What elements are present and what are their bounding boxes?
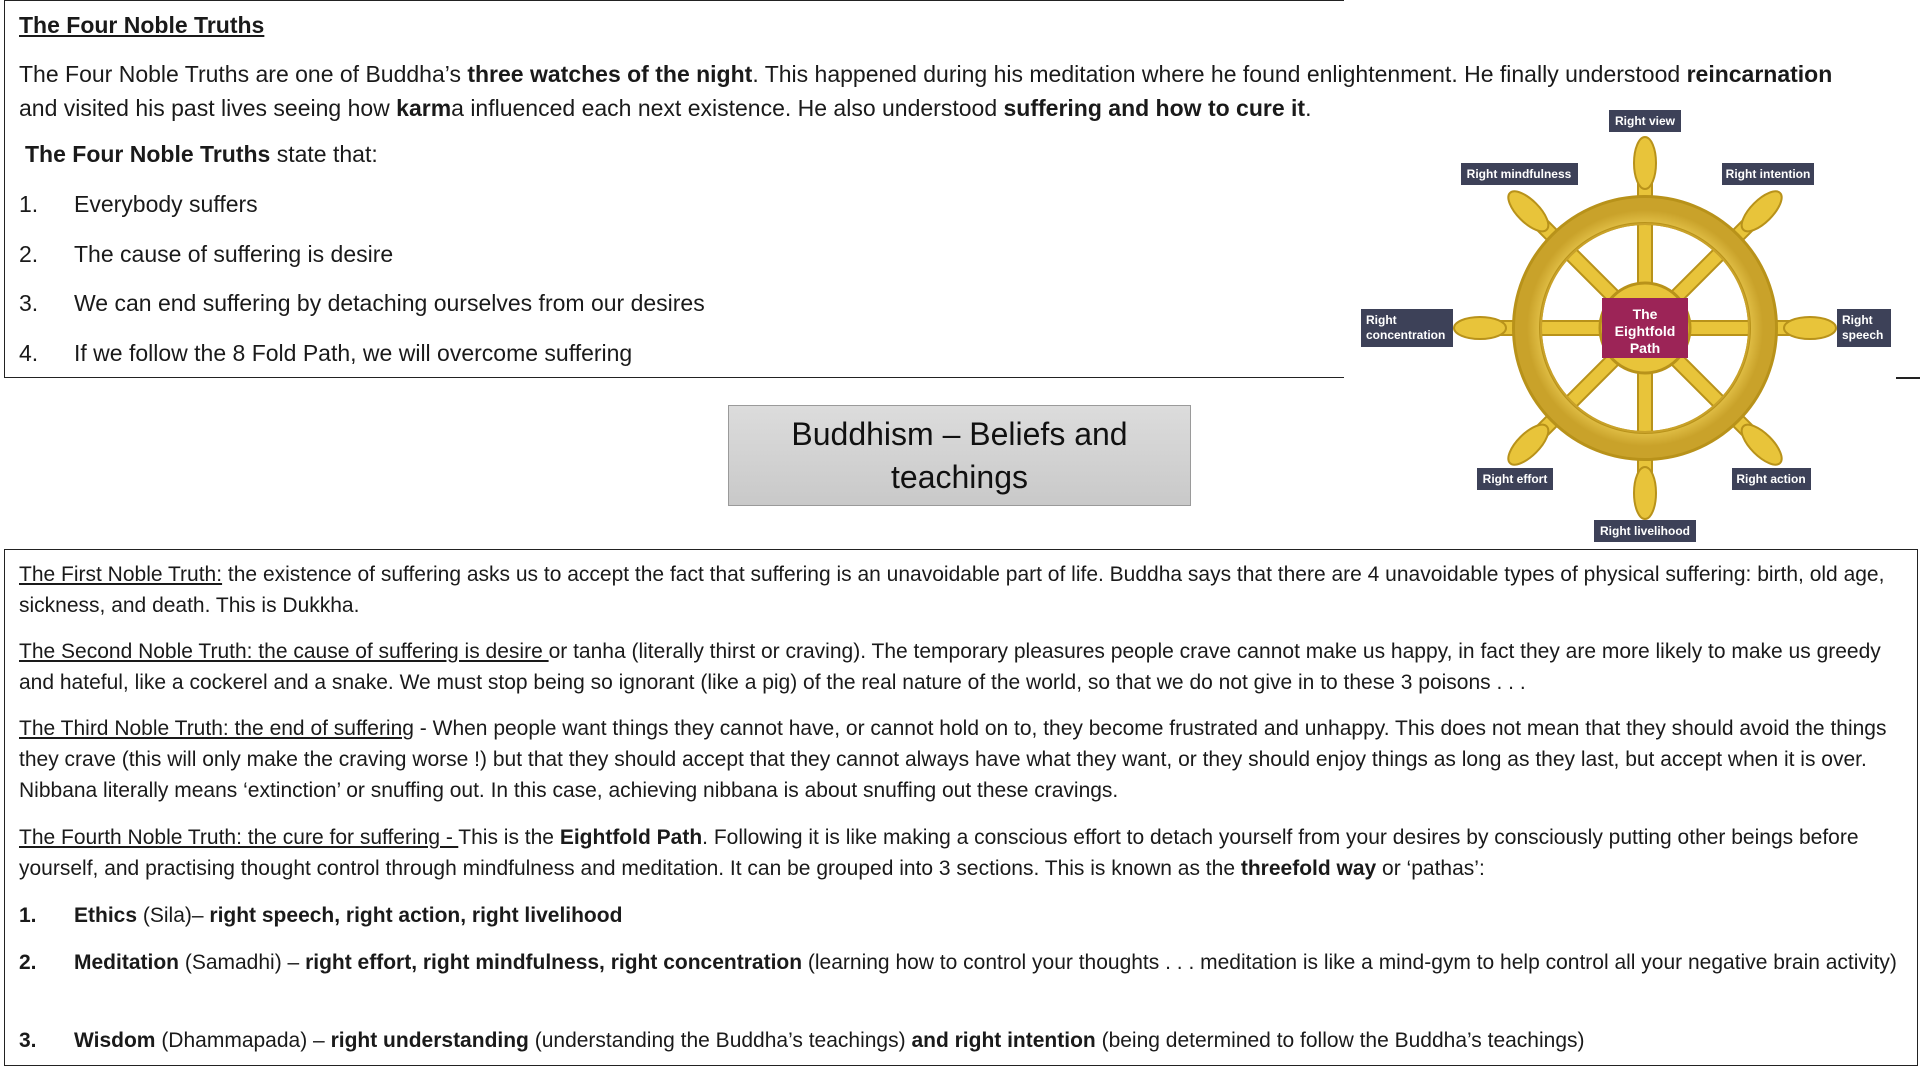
label-right-livelihood (1594, 520, 1696, 542)
intro-text: The Four Noble Truths are one of Buddha’s (19, 61, 468, 87)
label-text: Right view (1614, 114, 1676, 128)
third-truth-heading: The Third Noble Truth: the end of suffering (19, 717, 414, 740)
list-number: 3. (19, 290, 39, 316)
list-plain: (learning how to control your thoughts . . . meditation is like a mind-gym to help control all your negative brain activity) (802, 951, 1897, 974)
list-item (19, 900, 1904, 931)
intro-text: a influenced each next existence. He also understood (451, 95, 1004, 121)
first-truth-heading: The First Noble Truth: (19, 563, 223, 586)
center-text-line1: The (1632, 306, 1658, 322)
list-number: 2. (19, 951, 37, 974)
intro-text: . (1305, 95, 1312, 121)
label-text: speech (1842, 328, 1884, 342)
list-number: 3. (19, 1029, 37, 1052)
list-text (74, 1025, 1904, 1056)
label-right-intention (1722, 163, 1814, 185)
list-plain: (understanding the Buddha’s teachings) (528, 1029, 912, 1052)
label-text: Right (1366, 313, 1397, 327)
label-text: Right effort (1482, 472, 1548, 486)
intro-bold-text: reincarnation (1686, 61, 1833, 87)
list-plain: (Sila)– (137, 904, 210, 927)
fourth-truth-bold: threefold way (1240, 857, 1377, 880)
list-text: We can end suffering by detaching ourselves from our desires (74, 290, 705, 316)
intro-bold-text: three watches of the night (467, 61, 753, 87)
list-bold: right effort, right mindfulness, right concentration (305, 951, 803, 974)
label-text: Right (1842, 313, 1873, 327)
list-number: 1. (19, 191, 39, 217)
fourth-truth-paragraph (19, 822, 1904, 884)
list-text (74, 947, 1904, 978)
label-text: concentration (1366, 328, 1446, 342)
third-truth-paragraph (19, 713, 1904, 806)
label-text: Right action (1736, 472, 1806, 486)
page-title (728, 405, 1191, 506)
label-right-view (1609, 110, 1681, 132)
intro-bold-text: karm (396, 95, 452, 121)
list-bold: right speech, right action, right livelihood (209, 904, 623, 927)
fourth-truth-heading: The Fourth Noble Truth: the cure for suffering - (19, 826, 459, 849)
second-truth-heading: The Second Noble Truth: the cause of suffering is desire (19, 640, 549, 663)
noble-truths-detail-box (4, 549, 1918, 1066)
truths-intro-bold: The Four Noble Truths (25, 141, 271, 167)
intro-bold-text: suffering and how to cure it (1003, 95, 1306, 121)
second-truth-paragraph (19, 636, 1904, 698)
page-title-text: Buddhism – Beliefs and teachings (791, 415, 1128, 495)
list-plain: (Samadhi) – (179, 951, 306, 974)
first-truth-paragraph (19, 559, 1904, 621)
list-plain: (Dhammapada) – (155, 1029, 331, 1052)
list-item (19, 947, 1904, 978)
list-item (19, 340, 705, 390)
truths-list (19, 191, 705, 389)
label-text: Right livelihood (1600, 524, 1690, 538)
list-number: 1. (19, 904, 37, 927)
second-truth-text: or tanha (literally thirst or craving). The temporary pleasures people crave cannot make us happy, in fact they are more likely to make us greedy and hateful, like a cockerel and a snake. We must stop being so ignorant (like a pig) of the real nature of the world, so that we do not give in to these 3 poisons . . . (19, 640, 1881, 694)
label-right-speech (1837, 309, 1891, 347)
list-bold: Meditation (74, 951, 179, 974)
list-bold: right understanding (330, 1029, 529, 1052)
first-truth-text: the existence of suffering asks us to accept the fact that suffering is an unavoidable part of life. Buddha says that there are 4 unavoidable types of physical suffering: birth, old age, sickness, and death. This is Dukkha. (19, 563, 1885, 617)
list-item (19, 241, 705, 291)
list-text: Everybody suffers (74, 191, 258, 217)
label-text: Right mindfulness (1466, 167, 1572, 181)
label-right-effort (1477, 468, 1553, 490)
label-text: Right intention (1725, 167, 1811, 181)
label-right-action (1732, 468, 1811, 490)
section-title: The Four Noble Truths (19, 12, 265, 38)
list-number: 2. (19, 240, 39, 267)
list-item (19, 191, 705, 241)
list-item (19, 1025, 1904, 1056)
list-text: The cause of suffering is desire (74, 240, 394, 267)
truths-intro-line (25, 141, 378, 168)
list-item (19, 290, 705, 340)
fourth-truth-bold: Eightfold Path (559, 826, 703, 849)
intro-text: and visited his past lives seeing how (19, 95, 397, 121)
list-bold: and right intention (911, 1029, 1096, 1052)
list-text: If we follow the 8 Fold Path, we will overcome suffering (74, 339, 633, 366)
list-bold: Wisdom (74, 1029, 156, 1052)
list-bold: Ethics (74, 904, 138, 927)
fourth-truth-text: or ‘pathas’: (1376, 857, 1485, 880)
truths-intro-text: state that: (270, 141, 378, 167)
list-number: 4. (19, 339, 39, 366)
fourth-truth-text: . Following it is like making a conscious effort to detach yourself from your desires by consciously putting other beings before yourself, and practising thought control through mindfulness and meditation. It can be grouped into 3 sections. This is known as the (19, 826, 1859, 880)
intro-text: . This happened during his meditation where he found enlightenment. He finally understood (752, 61, 1687, 87)
eightfold-path-wheel (1350, 105, 1910, 545)
list-plain: (being determined to follow the Buddha’s teachings) (1095, 1029, 1585, 1052)
center-text-line2: Eightfold (1614, 323, 1676, 339)
fourth-truth-text: This is the (458, 826, 560, 849)
list-text (74, 900, 1904, 931)
center-text-line3: Path (1629, 340, 1661, 356)
label-right-mindfulness (1461, 163, 1578, 185)
label-right-concentration (1361, 309, 1453, 347)
third-truth-text: - When people want things they cannot have, or cannot hold on to, they become frustrated and unhappy. This does not mean that they should avoid the things they crave (this will only make the craving worse !) but that they should accept that they cannot always have what they want, or they should enjoy things as long as they last, but accept when it is over. Nibbana literally means ‘extinction’ or snuffing out. In this case, achieving nibbana is about snuffing out these cravings. (19, 717, 1887, 802)
